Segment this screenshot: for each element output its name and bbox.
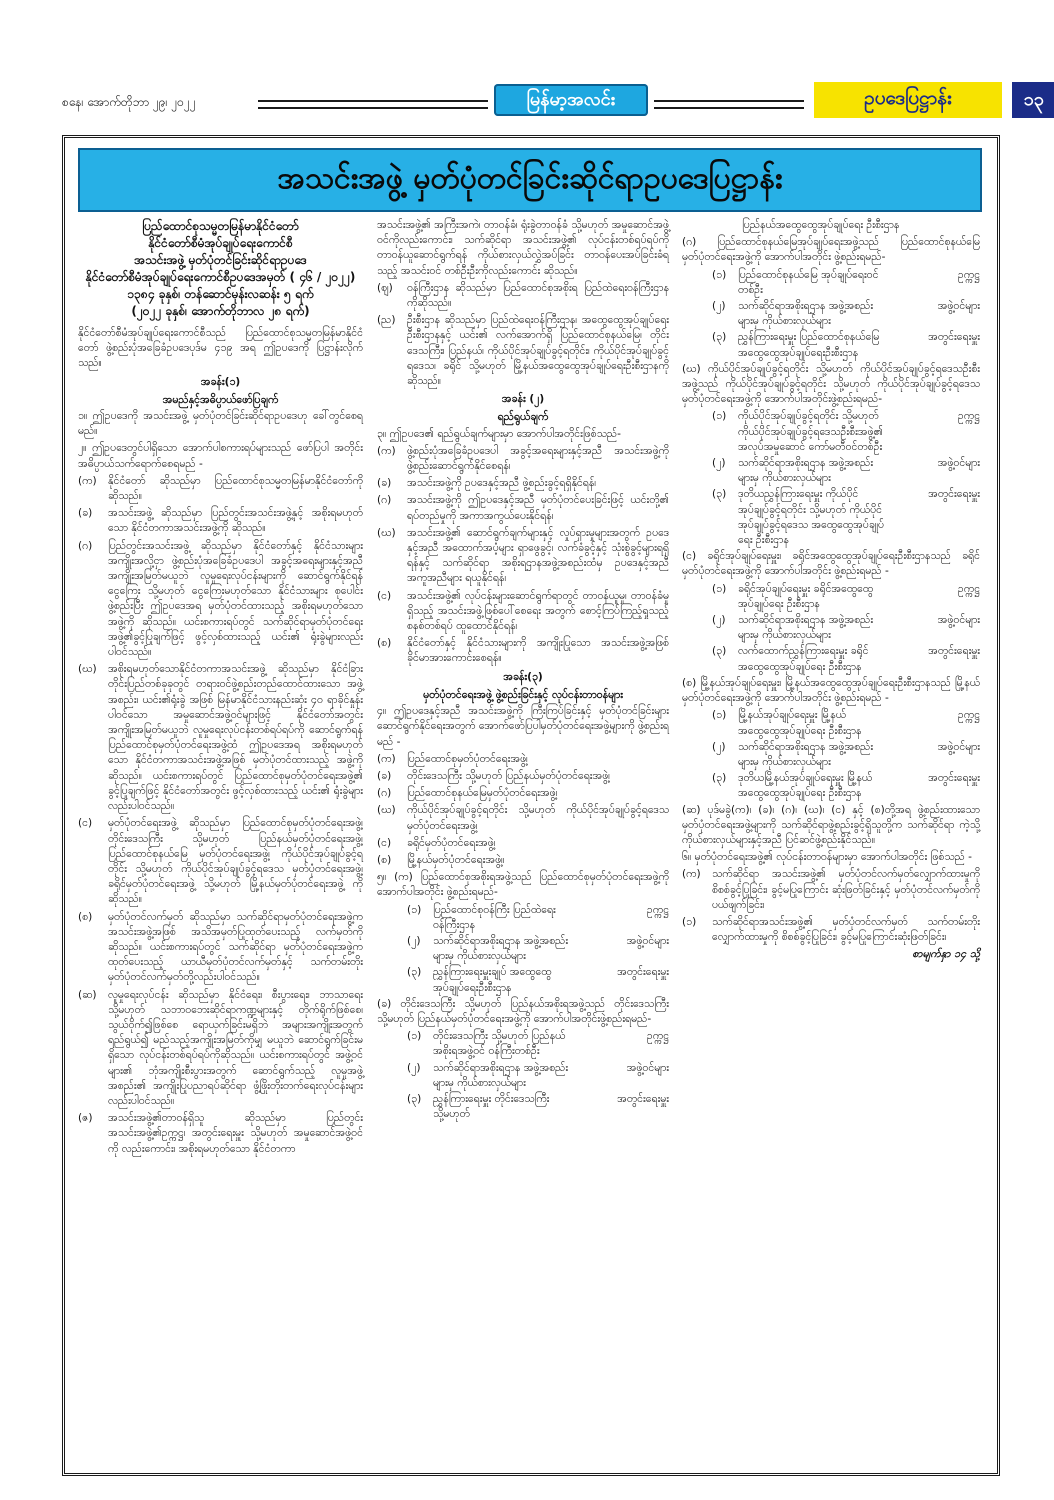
item-text: ပြည်ထောင်စုနယ်မြေမှတ်ပုံတင်ရေးအဖွဲ့၊ [407, 787, 558, 800]
definition-item [78, 539, 363, 661]
definition-item [78, 910, 363, 986]
member-row [712, 330, 980, 360]
member-row [712, 268, 980, 298]
item-text: အသင်းအဖွဲ့၏ ဆောင်ရွက်ချက်များနှင့် လှုပ်ရှားမှုများအတွက် ဥပဒေနှင့်အညီ အထောက်အပံ့များ ရှာဖွေခွင့်၊ လက်ခံခွင့်နှင့် သုံးစွဲခွင့်များရရှိရန်နှင့် သက်ဆိုင်ရာ အစိုးရဌာနအဖွဲ့အစည်းထံမှ ဥပဒေနှင့်အညီ အကူအညီများ ရယူနိုင်ရန်၊ [407, 526, 669, 585]
item-label: (ဆ) [78, 988, 97, 1001]
member-row [712, 740, 980, 770]
item-label: (ဂ) [377, 787, 392, 800]
item-text: အစိုးရမဟုတ်သောနိုင်ငံတကာအသင်းအဖွဲ့ ဆိုသည်မှာ နိုင်ငံခြားတိုင်းပြည်တစ်ခုခုတွင် တရားဝင်ဖွဲ့စည်းတည်ထောင်ထားသော အဖွဲ့အစည်း၊ ယင်း၏ရုံးခွဲ အဖြစ် မြန်မာနိုင်ငံသားနည်းဆုံး ၄၀ ရာခိုင်နှုန်းပါဝင်သော အမှုဆောင်အဖွဲ့ဝင်များဖြင့် နိုင်ငံတော်အတွင်း အကျိုးအမြတ်မယူဘဲ လူမှုရေးလုပ်ငန်းတစ်ရပ်ရပ်ကို ဆောင်ရွက်ရန် ပြည်ထောင်စုမှတ်ပုံတင်ရေးအဖွဲ့ထံ ဤဥပဒေအရ အစိုးရမဟုတ်သော နိုင်ငံတကာအသင်းအဖွဲ့အဖြစ် မှတ်ပုံတင်ထားသည့် အဖွဲ့ကိုဆိုသည်။ ယင်းစကားရပ်တွင် ပြည်ထောင်စုမှတ်ပုံတင်ရေးအဖွဲ့၏ ခွင့်ပြုချက်ဖြင့် နိုင်ငံတော်အတွင်း ဖွင့်လှစ်ထားသည့် ယင်း၏ ရုံးခွဲများလည်းပါဝင်သည်။ [108, 663, 363, 813]
column-3 [682, 218, 980, 963]
member-role: အဖွဲ့ဝင်များ [937, 457, 980, 470]
member-label: (၂) [407, 934, 421, 947]
member-title: ညွှန်ကြားရေးမှူး တိုင်းဒေသကြီး သို့မဟုတ် [433, 1092, 550, 1121]
member-row [712, 409, 980, 455]
member-title: ကိုယ်ပိုင်အုပ်ချုပ်ခွင့်ရတိုင်း သို့မဟုတ် ကိုယ်ပိုင်အုပ်ချုပ်ခွင့်ရဒေသဦးစီးအဖွဲ့၏ အလုပ်အမှုဆောင် ကော်မတီဝင်တစ်ဦး [738, 410, 883, 453]
intro-line: ပြည်ထောင်စုသမ္မတမြန်မာနိုင်ငံတော် [142, 219, 299, 233]
definition-item [377, 281, 669, 311]
member-title: သက်ဆိုင်ရာအစိုးရဌာန အဖွဲ့အစည်းများမှ ကိုယ်စားလှယ်များ [738, 740, 874, 768]
member-role: အတွင်းရေးမှူး [617, 1092, 669, 1105]
member-title: သက်ဆိုင်ရာအစိုးရဌာန အဖွဲ့အစည်းများမှ ကိုယ်စားလှယ်များ [738, 457, 874, 485]
section-4: ၄။ ဤဥပဒေနှင့်အညီ အသင်းအဖွဲ့ကို ကြီးကြပ်ခြင်းနှင့် မှတ်ပုံတင်ခြင်းများ ဆောင်ရွက်နိုင်ရေးအတွက် အောက်ဖော်ပြပါမှတ်ပုံတင်ရေးအဖွဲ့များကို ဖွဲ့စည်းရမည် - [377, 705, 669, 748]
item-text: သက်ဆိုင်ရာအသင်းအဖွဲ့၏ မှတ်ပုံတင်လက်မှတ် သက်တမ်းတိုးလျှောက်ထားမှုကို စိစစ်ခွင့်ပြုခြင်း၊ ခွင့်မပြုကြောင်းဆုံးဖြတ်ခြင်း၊ [712, 915, 980, 944]
paragraph: ပြည်နယ်အထွေထွေအုပ်ချုပ်ရေး ဦးစီးဌာန [742, 219, 900, 231]
item-label: (ဃ) [377, 526, 396, 539]
chapter-heading: အခန်း (၂) [501, 393, 545, 406]
body-item [377, 752, 669, 767]
member-title: ပြည်ထောင်စုဝန်ကြီး ပြည်ထဲရေးဝန်ကြီးဌာန [433, 903, 556, 931]
section-5d: (ဃ) ကိုယ်ပိုင်အုပ်ချုပ်ခွင့်ရတိုင်း သို့မဟုတ် ကိုယ်ပိုင်အုပ်ချုပ်ခွင့်ရဒေသဦးစီးအဖွဲ့သည် ကိုယ်ပိုင်အုပ်ချုပ်ခွင့်ရတိုင်း သို့မဟုတ် ကိုယ်ပိုင်အုပ်ချုပ်ခွင့်ရဒေသမှတ်ပုံတင်ရေးအဖွဲ့ကို အောက်ပါအတိုင်းဖွဲ့စည်းရမည်- [682, 362, 980, 406]
member-row [407, 903, 669, 933]
member-role: အဖွဲ့ဝင်များ [937, 300, 980, 313]
member-title: သက်ဆိုင်ရာအစိုးရဌာန အဖွဲ့အစည်းများမှ ကိုယ်စားလှယ်များ [738, 300, 874, 328]
item-label: (စ) [377, 637, 392, 650]
member-label: (၃) [407, 1092, 422, 1105]
objective-item [377, 589, 669, 635]
member-row [407, 934, 669, 964]
definition-item [78, 474, 363, 504]
member-role: အတွင်းရေးမှူး [928, 645, 980, 658]
member-row [712, 613, 980, 643]
section-6: ၆။ မှတ်ပုံတင်ရေးအဖွဲ့၏ လုပ်ငန်းတာဝန်များမှာ အောက်ပါအတိုင်း ဖြစ်သည် - [682, 851, 973, 864]
member-label: (၂) [712, 457, 726, 470]
body-item [377, 769, 669, 784]
item-text: သက်ဆိုင်ရာ အသင်းအဖွဲ့၏ မှတ်ပုံတင်လက်မှတ်လျှောက်ထားမှုကို စိစစ်ခွင့်ပြုခြင်း၊ ခွင့်မပြုကြောင်း ဆုံးဖြတ်ခြင်းနှင့် မှတ်ပုံတင်လက်မှတ်ကို ပယ်ဖျက်ခြင်း၊ [712, 868, 980, 911]
item-text: ပြည်တွင်းအသင်းအဖွဲ့ ဆိုသည်မှာ နိုင်ငံတော်နှင့် နိုင်ငံသားများအကျိုးအလို့ငှာ ဖွဲ့စည်းပုံအခြေခံဥပဒေပါ အခွင့်အရေးများနှင့်အညီ အကျိုးအမြတ်မယူဘဲ လူမှုရေးလုပ်ငန်းများကို ဆောင်ရွက်နိုင်ရန် ငွေကြေး သို့မဟုတ် ငွေကြေးမဟုတ်သော နိုင်ငံသားများ စုပေါင်းဖွဲ့စည်းပြီး ဤဥပဒေအရ မှတ်ပုံတင်ထားသည့် အစိုးရမဟုတ်သောအဖွဲ့ကို ဆိုသည်။ ယင်းစကားရပ်တွင် သက်ဆိုင်ရာမှတ်ပုံတင်ရေးအဖွဲ့၏ခွင့်ပြုချက်ဖြင့် ဖွင့်လှစ်ထားသည့် ယင်း၏ ရုံးခွဲများလည်း ပါဝင်သည်။ [108, 539, 363, 659]
body-item [377, 803, 669, 833]
member-row [712, 644, 980, 674]
member-row [712, 582, 980, 612]
member-role: အတွင်းရေးမှူး [928, 331, 980, 344]
duty-item [682, 915, 980, 945]
item-label: (ဈ) [377, 281, 393, 294]
item-label: (စ) [377, 853, 392, 866]
item-text: တိုင်းဒေသကြီး သို့မဟုတ် ပြည်နယ်မှတ်ပုံတင်ရေးအဖွဲ့၊ [407, 769, 610, 782]
item-text: နိုင်ငံတော် ဆိုသည်မှာ ပြည်ထောင်စုသမ္မတမြန်မာနိုင်ငံတော်ကို ဆိုသည်။ [108, 474, 363, 503]
member-label: (၁) [712, 410, 727, 423]
member-label: (၂) [712, 300, 726, 313]
item-text: မြို့နယ်မှတ်ပုံတင်ရေးအဖွဲ့။ [407, 853, 505, 866]
item-text: ပြည်ထောင်စုမှတ်ပုံတင်ရေးအဖွဲ့၊ [407, 752, 528, 765]
section-2: ၂။ ဤဥပဒေတွင်ပါရှိသော အောက်ပါစကားရပ်များသည် ဖော်ပြပါ အတိုင်း အဓိပ္ပာယ်သက်ရောက်စေရမည် - [78, 442, 363, 470]
member-label: (၃) [712, 331, 727, 344]
member-label: (၁) [712, 709, 727, 722]
item-text: မှတ်ပုံတင်ရေးအဖွဲ့ ဆိုသည်မှာ ပြည်ထောင်စုမှတ်ပုံတင်ရေးအဖွဲ့၊ တိုင်းဒေသကြီး သို့မဟုတ် ပြည်နယ်မှတ်ပုံတင်ရေးအဖွဲ့၊ ပြည်ထောင်စုနယ်မြေ မှတ်ပုံတင်ရေးအဖွဲ့၊ ကိုယ်ပိုင်အုပ်ချုပ်ခွင့်ရတိုင်း သို့မဟုတ် ကိုယ်ပိုင်အုပ်ချုပ်ခွင့်ရဒေသ မှတ်ပုံတင်ရေးအဖွဲ့၊ ခရိုင်မှတ်ပုံတင်ရေးအဖွဲ့ သို့မဟုတ် မြို့နယ်မှတ်ပုံတင်ရေးအဖွဲ့ ကိုဆိုသည်။ [108, 817, 363, 906]
definition-item [78, 506, 363, 536]
section-5b: (ခ) တိုင်းဒေသကြီး သို့မဟုတ် ပြည်နယ်အစိုးရအဖွဲ့သည် တိုင်းဒေသကြီး သို့မဟုတ် ပြည်နယ်မှတ်ပုံတင်ရေးအဖွဲ့ကို အောက်ပါအတိုင်းဖွဲ့စည်းရမည်- [377, 997, 669, 1025]
chapter-heading: အခန်း(၁) [200, 375, 241, 388]
item-text: အသင်းအဖွဲ့ ဆိုသည်မှာ ပြည်တွင်းအသင်းအဖွဲ့နှင့် အစိုးရမဟုတ်သော နိုင်ငံတကာအသင်းအဖွဲ့ကို ဆိုသည်။ [108, 507, 363, 535]
item-label: (ခ) [377, 477, 392, 490]
member-role: ဥက္ကဋ္ဌ [647, 903, 669, 916]
item-label: (၁) [682, 915, 697, 928]
member-title: မြို့နယ်အုပ်ချုပ်ရေးမှူး မြို့နယ်အထွေထွေအုပ်ချုပ်ရေး ဦးစီးဌာန [738, 709, 862, 737]
item-label: (က) [377, 752, 396, 765]
item-label: (ခ) [377, 769, 392, 782]
paragraph: အသင်းအဖွဲ့၏ အကြီးအကဲ၊ တာဝန်ခံ၊ ရုံးခွဲတာဝန်ခံ သို့မဟုတ် အမှုဆောင်အဖွဲ့ဝင်ကိုလည်းကောင်း၊ သက်ဆိုင်ရာ အသင်းအဖွဲ့၏ လုပ်ငန်းတစ်ရပ်ရပ်ကို တာဝန်ယူဆောင်ရွက်ရန် ကိုယ်စားလှယ်လွှဲအပ်ခြင်း တာဝန်ပေးအပ်ခြင်းခံရသည့် အသင်းဝင် တစ်ဦးဦးကိုလည်းကောင်း ဆိုသည်။ [377, 219, 669, 277]
section-5: ၅။ (က) ပြည်ထောင်စုအစိုးရအဖွဲ့သည် ပြည်ထောင်စုမှတ်ပုံတင်ရေးအဖွဲ့ကို အောက်ပါအတိုင်း ဖွဲ့စည်းရမည်- [377, 871, 669, 899]
section-1: ၁။ ဤဥပဒေကို အသင်းအဖွဲ့ မှတ်ပုံတင်ခြင်းဆိုင်ရာဥပဒေဟု ခေါ်တွင်စေရမည်။ [78, 410, 363, 438]
member-title: ဒုတိယညွှန်ကြားရေးမှူး ကိုယ်ပိုင်အုပ်ချုပ်ခွင့်ရတိုင်း သို့မဟုတ် ကိုယ်ပိုင်အုပ်ချုပ်ခွင့်ရဒေသ အထွေထွေအုပ်ချုပ်ရေး ဦးစီးဌာန [738, 488, 885, 547]
item-text: အသင်းအဖွဲ့ကို ဥပဒေနှင့်အညီ ဖွဲ့စည်းခွင့်ရရှိနိုင်ရန်၊ [407, 477, 597, 490]
objective-item [377, 444, 669, 474]
item-label: (င) [377, 589, 392, 602]
body-item [377, 786, 669, 801]
member-label: (၃) [712, 488, 727, 501]
member-role: ဥက္ကဋ္ဌ [958, 582, 980, 595]
member-label: (၂) [712, 740, 726, 753]
item-label: (က) [682, 868, 701, 881]
definition-item [78, 662, 363, 814]
item-label: (င) [78, 817, 93, 830]
member-role: ဥက္ကဋ္ဌ [647, 1030, 669, 1043]
member-row [712, 771, 980, 801]
member-role: ဥက္ကဋ္ဌ [958, 410, 980, 423]
definition-item [78, 1111, 363, 1157]
body-item [377, 853, 669, 868]
objective-item [377, 476, 669, 491]
header-rule-left [258, 100, 488, 109]
objective-item [377, 493, 669, 523]
member-row [712, 487, 980, 548]
column-2 [377, 218, 669, 1123]
member-title: ညွှန်ကြားရေးမှူး ပြည်ထောင်စုနယ်မြေ အထွေထွေအုပ်ချုပ်ရေးဦးစီးဌာန [738, 331, 880, 359]
preamble: နိုင်ငံတော်စီမံအုပ်ချုပ်ရေးကောင်စီသည် ပြည်ထောင်စုသမ္မတမြန်မာနိုင်ငံတော် ဖွဲ့စည်းပုံအခြေခံဥပဒေပုဒ်မ ၄၁၉ အရ ဤဥပဒေကို ပြဋ္ဌာန်းလိုက်သည်။ [78, 327, 363, 370]
chapter-title: အမည်နှင့်အဓိပ္ပာယ်ဖော်ပြချက် [162, 393, 279, 406]
item-label: (ခ) [78, 507, 93, 520]
member-label: (၂) [712, 614, 726, 627]
item-text: ခရိုင်မှတ်ပုံတင်ရေးအဖွဲ့၊ [407, 836, 496, 849]
item-text: မှတ်ပုံတင်လက်မှတ် ဆိုသည်မှာ သက်ဆိုင်ရာမှတ်ပုံတင်ရေးအဖွဲ့က အသင်းအဖွဲ့အဖြစ် အသိအမှတ်ပြုထုတ်ပေးသည့် လက်မှတ်ကို ဆိုသည်။ ယင်းစကားရပ်တွင် သက်ဆိုင်ရာ မှတ်ပုံတင်ရေးအဖွဲ့က ထုတ်ပေးသည့် ယာယီမှတ်ပုံတင်လက်မှတ်နှင့် သက်တမ်းတိုးမှတ်ပုံတင်လက်မှတ်တို့လည်းပါဝင်သည်။ [108, 910, 363, 984]
member-label: (၁) [407, 1030, 422, 1043]
member-title: ညွှန်ကြားရေးမှူးချုပ် အထွေထွေအုပ်ချုပ်ရေးဦးစီးဌာန [433, 966, 552, 994]
duty-item [682, 867, 980, 913]
member-title: တိုင်းဒေသကြီး သို့မဟုတ် ပြည်နယ်အစိုးရအဖွဲ့ဝင် ဝန်ကြီးတစ်ဦး [433, 1030, 566, 1058]
member-title: ပြည်ထောင်စုနယ်မြေ အုပ်ချုပ်ရေးဝင်တစ်ဦး [738, 268, 879, 296]
member-label: (၃) [407, 966, 422, 979]
intro-line: အသင်းအဖွဲ့ မှတ်ပုံတင်ခြင်းဆိုင်ရာဥပဒေ [134, 253, 307, 267]
page-number: ၁၃ [1012, 82, 1054, 118]
member-role: အဖွဲ့ဝင်များ [937, 740, 980, 753]
member-label: (၁) [712, 582, 727, 595]
item-text: နိုင်ငံတော်နှင့် နိုင်ငံသားများကို အကျိုးပြုသော အသင်းအဖွဲ့အဖြစ် ခိုင်မာအားကောင်းစေရန်။ [407, 637, 669, 665]
member-role: အဖွဲ့ဝင်များ [626, 1061, 669, 1074]
item-text: အသင်းအဖွဲ့၏တာဝန်ရှိသူ ဆိုသည်မှာ ပြည်တွင်းအသင်းအဖွဲ့၏ဥက္ကဋ္ဌ၊ အတွင်းရေးမှူး သို့မဟုတ် အမှုဆောင်အဖွဲ့ဝင်ကို လည်းကောင်း၊ အစိုးရမဟုတ်သော နိုင်ငံတကာ [108, 1112, 363, 1155]
member-label: (၃) [712, 772, 727, 785]
header-rule-right [654, 100, 804, 109]
member-role: အတွင်းရေးမှူး [928, 488, 980, 501]
item-label: (ဂ) [377, 494, 392, 507]
intro-line: (၂၀၂၂ ခုနှစ်၊ အောက်တိုဘာလ ၂၈ ရက်) [131, 304, 310, 318]
member-title: ဒုတိယမြို့နယ်အုပ်ချုပ်ရေးမှူး မြို့နယ်အထွေထွေအုပ်ချုပ်ရေး ဦးစီးဌာန [738, 772, 873, 800]
item-label: (က) [78, 474, 97, 487]
item-label: (က) [377, 444, 396, 457]
chapter-title: ရည်ရွယ်ချက် [497, 411, 549, 424]
article-title: အသင်းအဖွဲ့ မှတ်ပုံတင်ခြင်းဆိုင်ရာဥပဒေပြဋ္ဌာန်း [78, 148, 982, 212]
member-row [407, 1061, 669, 1091]
item-label: (ဂ) [78, 539, 93, 552]
member-title: ခရိုင်အုပ်ချုပ်ရေးမှူး ခရိုင်အထွေထွေအုပ်ချုပ်ရေး ဦးစီးဌာန [738, 582, 874, 610]
continued-on-link[interactable]: စာမျက်နှာ ၁၄ သို့ [912, 948, 980, 961]
page-header [62, 82, 1045, 122]
item-text: အသင်းအဖွဲ့၏ လုပ်ငန်းများဆောင်ရွက်ရာတွင် တာဝန်ယူမှု၊ တာဝန်ခံမှုရှိသည့် အသင်းအဖွဲ့ဖြစ်ပေါ်စေရေး အတွက် စောင့်ကြပ်ကြည့်ရှုသည့် စနစ်တစ်ရပ် ထူထောင်နိုင်ရန်၊ [407, 589, 669, 633]
member-row [712, 708, 980, 738]
item-label: (ည) [377, 314, 396, 327]
section-5f: (စ) မြို့နယ်အုပ်ချုပ်ရေးမှူး၊ မြို့နယ်အထွေထွေအုပ်ချုပ်ရေးဦးစီးဌာနသည် မြို့နယ်မှတ်ပုံတင်ရေးအဖွဲ့ကို အောက်ပါအတိုင်း ဖွဲ့စည်းရမည် - [682, 676, 980, 705]
definition-item [78, 816, 363, 907]
column-1 [78, 218, 363, 1159]
item-label: (စ) [78, 910, 93, 923]
member-label: (၂) [407, 1061, 421, 1074]
member-row [712, 456, 980, 486]
item-text: အသင်းအဖွဲ့ကို ဤဥပဒေနှင့်အညီ မှတ်ပုံတင်ပေးခြင်းဖြင့် ယင်းတို့၏ ရပ်တည်မှုကို အကာအကွယ်ပေးနိုင်ရန်၊ [407, 494, 669, 522]
member-label: (၁) [407, 903, 422, 916]
section-5c: (ဂ) ပြည်ထောင်စုနယ်မြေအုပ်ချုပ်ရေးအဖွဲ့သည် ပြည်ထောင်စုနယ်မြေမှတ်ပုံတင်ရေးအဖွဲ့ကို အောက်ပါအတိုင်း ဖွဲ့စည်းရမည်- [682, 236, 980, 264]
member-title: သက်ဆိုင်ရာအစိုးရဌာန အဖွဲ့အစည်းများမှ ကိုယ်စားလှယ်များ [433, 1061, 569, 1089]
item-text: ဖွဲ့စည်းပုံအခြေခံဥပဒေပါ အခွင့်အရေးများနှင့်အညီ အသင်းအဖွဲ့ကို ဖွဲ့စည်းဆောင်ရွက်နိုင်စေရန်၊ [407, 444, 669, 473]
member-title: သက်ဆိုင်ရာအစိုးရဌာန အဖွဲ့အစည်းများမှ ကိုယ်စားလှယ်များ [738, 614, 874, 642]
intro-line: နိုင်ငံတော်စီမံအုပ်ချုပ်ရေးကောင်စီ [148, 236, 293, 250]
section-5e: (င) ခရိုင်အုပ်ချုပ်ရေးမှူး၊ ခရိုင်အထွေထွေအုပ်ချုပ်ရေးဦးစီးဌာနသည် ခရိုင်မှတ်ပုံတင်ရေးအဖွဲ့ကို အောက်ပါအတိုင်း ဖွဲ့စည်းရမည် - [682, 550, 980, 578]
item-text: လူမှုရေးလုပ်ငန်း ဆိုသည်မှာ နိုင်ငံရေး၊ စီးပွားရေး၊ ဘာသာရေး သို့မဟုတ် သဘာဝဘေးဆိုင်ရာကဏ္ဍများနှင့် တိုက်ရိုက်ဖြစ်စေ၊ သွယ်ဝိုက်၍ဖြစ်စေ ရောယှက်ခြင်းမရှိဘဲ အများအကျိုးအတွက် ရည်ရွယ်၍ မည်သည့်အကျိုးအမြတ်ကိုမျှ မယူဘဲ ဆောင်ရွက်ခြင်းမရှိသော လုပ်ငန်းတစ်ရပ်ရပ်ကိုဆိုသည်။ ယင်းစကားရပ်တွင် အဖွဲ့ဝင်များ၏ ဘုံအကျိုးစီးပွားအတွက် ဆောင်ရွက်သည့် လူမှုအဖွဲ့အစည်း၏ အကျိုးပြုပညာရပ်ဆိုင်ရာ ဖွံ့ဖြိုးတိုးတက်ရေးလုပ်ငန်းများလည်းပါဝင်သည်။ [108, 988, 363, 1107]
item-text: ကိုယ်ပိုင်အုပ်ချုပ်ခွင့်ရတိုင်း သို့မဟုတ် ကိုယ်ပိုင်အုပ်ချုပ်ခွင့်ရဒေသမှတ်ပုံတင်ရေးအဖွဲ့၊ [407, 804, 669, 832]
item-text: ဦးစီးဌာန ဆိုသည်မှာ ပြည်ထဲရေးဝန်ကြီးဌာန၊ အထွေထွေအုပ်ချုပ်ရေးဦးစီးဌာနနှင့် ယင်း၏ လက်အောက်ရှိ ပြည်ထောင်စုနယ်မြေ၊ တိုင်းဒေသကြီး၊ ပြည်နယ်၊ ကိုယ်ပိုင်အုပ်ချုပ်ခွင့်ရတိုင်း၊ ကိုယ်ပိုင်အုပ်ချုပ်ခွင့်ရဒေသ၊ ခရိုင် သို့မဟုတ် မြို့နယ်အထွေထွေအုပ်ချုပ်ရေးဦးစီးဌာနကို ဆိုသည်။ [407, 314, 669, 388]
item-text: ဝန်ကြီးဌာန ဆိုသည်မှာ ပြည်ထောင်စုအစိုးရ ပြည်ထဲရေးဝန်ကြီးဌာနကိုဆိုသည်။ [407, 281, 669, 310]
member-label: (၃) [712, 645, 727, 658]
item-label: (င) [377, 836, 392, 849]
section-5g: (ဆ) ပုဒ်မခွဲ(က)၊ (ခ)၊ (ဂ)၊ (ဃ)၊ (င) နှင့် (စ)တို့အရ ဖွဲ့စည်းထားသော မှတ်ပုံတင်ရေးအဖွဲ့များကို သက်ဆိုင်ရာဖွဲ့စည်းခွင့်ရှိသူတို့က သက်ဆိုင်ရာ ကဲ့သို့ကိုယ်စားလှယ်များနှင့်အညီ ပြင်ဆင်ဖွဲ့စည်းနိုင်သည်။ [682, 803, 980, 846]
section-3: ၃။ ဤဥပဒေ၏ ရည်ရွယ်ချက်များမှာ အောက်ပါအတိုင်းဖြစ်သည်- [377, 427, 621, 440]
member-role: အဖွဲ့ဝင်များ [626, 934, 669, 947]
body-item [377, 836, 669, 851]
member-role: အဖွဲ့ဝင်များ [937, 614, 980, 627]
member-title: သက်ဆိုင်ရာအစိုးရဌာန အဖွဲ့အစည်းများမှ ကိုယ်စားလှယ်များ [433, 934, 569, 963]
objective-item [377, 636, 669, 666]
member-role: ဥက္ကဋ္ဌ [958, 268, 980, 281]
member-row [407, 965, 669, 995]
item-label: (ဃ) [377, 804, 396, 817]
member-role: ဥက္ကဋ္ဌ [958, 709, 980, 722]
member-row [407, 1029, 669, 1059]
intro-line: နိုင်ငံတော်စီမံအုပ်ချုပ်ရေးကောင်စီဥပဒေအမှတ် ( ၄၆ / ၂၀၂၂) [85, 270, 356, 284]
member-role: အတွင်းရေးမှူး [928, 772, 980, 785]
definition-item [78, 988, 363, 1110]
masthead: မြန်မာ့အလင်း [494, 84, 648, 116]
chapter-title: မှတ်ပုံတင်ရေးအဖွဲ့ ဖွဲ့စည်းခြင်းနှင့် လုပ်ငန်းတာဝန်များ [423, 688, 623, 701]
section-tag: ဥပဒေပြဋ္ဌာန်း [814, 82, 1002, 118]
member-role: အတွင်းရေးမှူး [617, 966, 669, 979]
intro-line: ၁၃၈၄ ခုနှစ်၊ တန်ဆောင်မုန်းလဆန်း ၅ ရက် [127, 287, 314, 301]
item-label: (ဃ) [78, 663, 97, 676]
item-label: (ဇ) [78, 1112, 93, 1125]
member-label: (၁) [712, 268, 727, 281]
issue-date: စနေ၊ အောက်တိုဘာ ၂၉၊ ၂၀၂၂ [62, 95, 196, 109]
member-title: လက်ထောက်ညွှန်ကြားရေးမှူး ခရိုင်အထွေထွေအုပ်ချုပ်ရေး ဦးစီးဌာန [738, 645, 869, 673]
chapter-heading: အခန်း(၃) [503, 670, 543, 683]
law-intro [78, 218, 363, 320]
definition-item [377, 313, 669, 389]
member-row [407, 1092, 669, 1122]
objective-item [377, 526, 669, 587]
member-row [712, 299, 980, 329]
